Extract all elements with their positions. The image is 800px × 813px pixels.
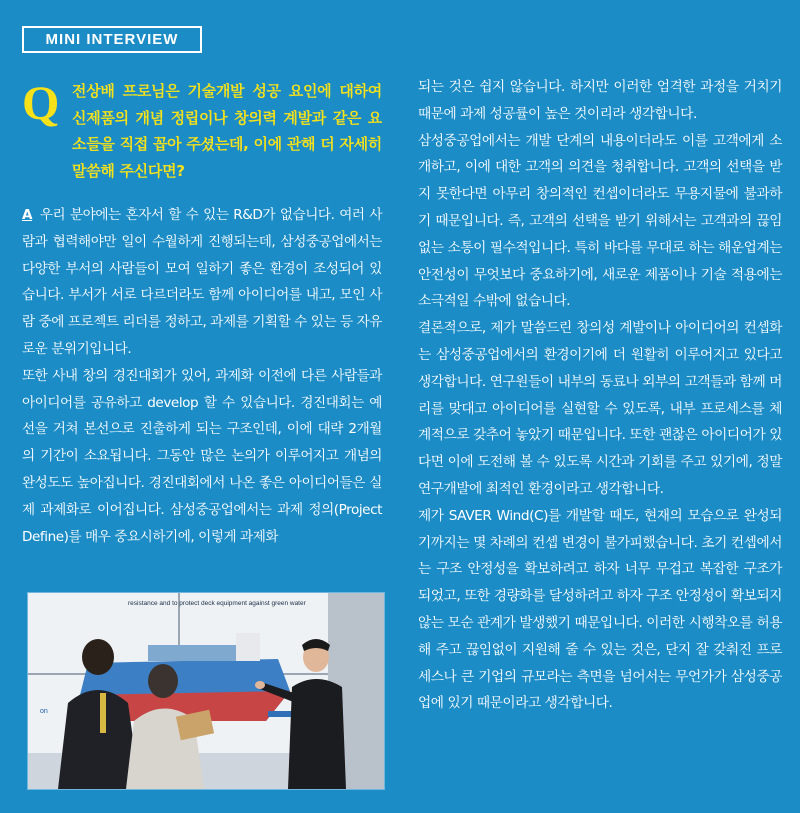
answer-paragraph-3: 되는 것은 쉽지 않습니다. 하지만 이러한 엄격한 과정을 거치기 때문에 과제 성공률이 높은 것이리라 생각합니다. bbox=[418, 79, 782, 122]
left-column bbox=[22, 78, 382, 550]
section-badge: MINI INTERVIEW bbox=[22, 26, 202, 53]
right-column bbox=[418, 74, 782, 717]
photo-illustration bbox=[28, 593, 384, 789]
answer-mark: A bbox=[22, 207, 33, 223]
answer-paragraph-1 bbox=[22, 202, 382, 363]
question-mark: Q bbox=[22, 77, 60, 130]
answer-paragraph-1-text: 우리 분야에는 혼자서 할 수 있는 R&D가 없습니다. 여러 사람과 협력해야만 일이 수월하게 진행되는데, 삼성중공업에서는 다양한 부서의 사람들이 모여 일하기 좋은 환경이 조성되어 있습니다. 부서가 서로 다르더라도 함께 아이디어를 내고, 모인 사람 중에 프로젝트 리더를 정하고, 과제를 기획할 수 있는 등 자유로운 분위기입니다. bbox=[22, 207, 383, 357]
svg-text:on: on bbox=[40, 708, 48, 715]
screen-text: resistance and to protect deck equipment against green water bbox=[128, 600, 306, 607]
question-block bbox=[22, 78, 382, 188]
answer-paragraph-5: 결론적으로, 제가 말씀드린 창의성 계발이나 아이디어의 컨셉화는 삼성중공업에서의 환경이기에 더 원활히 이루어지고 있다고 생각합니다. 연구원들이 내부의 동료나 외부의 고객들과 함께 머리를 맞대고 아이디어를 실현할 수 있도록, 내부 프로세스를 체계적으로 갖추어 놓았기 때문입니다. 또한 괜찮은 아이디어가 있다면 이에 도전해 볼 수 있도록 시간과 기회를 주고 있기에, 정말 연구개발에 최적인 환경이라고 생각합니다. bbox=[418, 320, 782, 497]
answer-block bbox=[22, 202, 382, 550]
answer-paragraph-2: 또한 사내 창의 경진대회가 있어, 과제화 이전에 다른 사람들과 아이디어를 공유하고 develop 할 수 있습니다. 경진대회는 예선을 거쳐 본선으로 진출하게 되는 구조인데, 이에 대략 2개월의 기간이 소요됩니다. 그동안 많은 논의가 이루어지고 개념의 완성도도 높아집니다. 경진대회에서 나온 좋은 아이디어들은 실제 과제화로 이어집니다. 삼성중공업에서는 과제 정의(Project Define)를 매우 중요시하기에, 이렇게 과제화 bbox=[22, 367, 382, 545]
answer-paragraph-4: 삼성중공업에서는 개발 단계의 내용이더라도 이를 고객에게 소개하고, 이에 대한 고객의 의견을 청취합니다. 고객의 선택을 받지 못한다면 아무리 창의적인 컨셉이더라도 무용지물에 불과하기 때문입니다. 즉, 고객의 선택을 받기 위해서는 고객과의 끊임없는 소통이 필수적입니다. 특히 바다를 무대로 하는 해운업계는 안전성이 무엇보다 중요하기에, 새로운 제품이나 기술 적용에는 소극적일 수밖에 없습니다. bbox=[418, 132, 782, 310]
answer-paragraph-6: 제가 SAVER Wind(C)를 개발할 때도, 현재의 모습으로 완성되기까지는 몇 차례의 컨셉 변경이 불가피했습니다. 초기 컨셉에서는 구조 안정성을 확보하려고 하자 너무 무겁고 복잡한 구조가 되었고, 또한 경량화를 달성하려고 하자 구조 안정성이 확보되지 않는 모순 관계가 발생했기 때문입니다. 이러한 시행착오를 허용해 주고 끊임없이 지원해 줄 수 있는 것은, 단지 잘 갖춰진 프로세스나 큰 기업의 규모라는 측면을 넘어서는 무언가가 삼성중공업에 있기 때문이라고 생각합니다. bbox=[418, 507, 782, 712]
interview-photo bbox=[27, 592, 385, 790]
question-text: 전상배 프로님은 기술개발 성공 요인에 대하여 신제품의 개념 정립이나 창의력 계발과 같은 요소들을 직접 꼽아 주셨는데, 이에 관해 더 자세히 말씀해 주신다면? bbox=[72, 82, 382, 180]
